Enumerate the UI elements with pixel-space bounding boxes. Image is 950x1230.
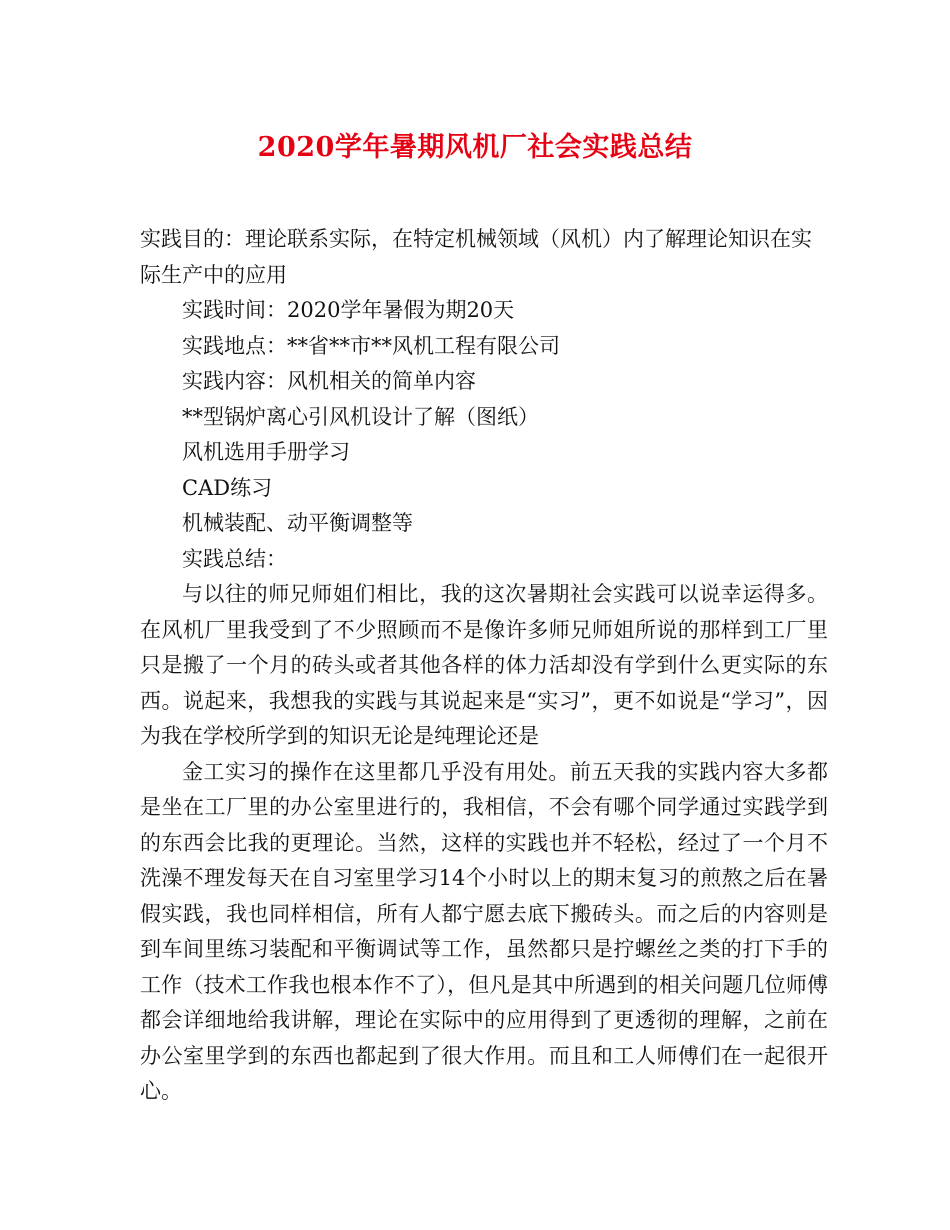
content-item: CAD练习 <box>182 475 273 500</box>
practice-content: 实践内容：风机相关的简单内容 <box>182 369 476 393</box>
practice-purpose: 实践目的：理论联系实际，在特定机械领域（风机）内了解理论知识在实际生产中的应用 <box>140 227 812 287</box>
summary-paragraph: 与以往的师兄师姐们相比，我的这次暑期社会实践可以说幸运得多。在风机厂里我受到了不少照顾而不是像许多师兄师姐所说的那样到工厂里只是搬了一个月的砖头或者其他各样的体力活却没有学到什么更实际的东西。说起来，我想我的实践与其说起来是“实习”，更不如说是“学习”，因为我在学校所学到的知识无论是纯理论还是 <box>140 582 828 748</box>
practice-location: 实践地点：**省**市**风机工程有限公司 <box>182 333 560 358</box>
summary-label: 实践总结： <box>182 546 287 571</box>
document-body <box>140 222 828 1110</box>
practice-time: 实践时间：2020学年暑假为期20天 <box>182 298 515 322</box>
summary-paragraph: 金工实习的操作在这里都几乎没有用处。前五天我的实践内容大多都是坐在工厂里的办公室里进行的，我相信，不会有哪个同学通过实践学到的东西会比我的更理论。当然，这样的实践也并不轻松，经过了一个月不洗澡不理发每天在自习室里学习14个小时以上的期末复习的煎熬之后在暑假实践，我也同样相信，所有人都宁愿去底下搬砖头。而之后的内容则是到车间里练习装配和平衡调试等工作，虽然都只是拧螺丝之类的打下手的工作（技术工作我也根本作不了），但凡是其中所遇到的相关问题几位师傅都会详细地给我讲解，理论在实际中的应用得到了更透彻的理解，之前在办公室里学到的东西也都起到了很大作用。而且和工人师傅们在一起很开心。 <box>140 759 828 1103</box>
document-title: 2020学年暑期风机厂社会实践总结 <box>257 132 693 163</box>
content-item: 机械装配、动平衡调整等 <box>182 511 413 535</box>
content-item: 风机选用手册学习 <box>182 440 350 464</box>
content-item: **型锅炉离心引风机设计了解（图纸） <box>182 404 539 429</box>
